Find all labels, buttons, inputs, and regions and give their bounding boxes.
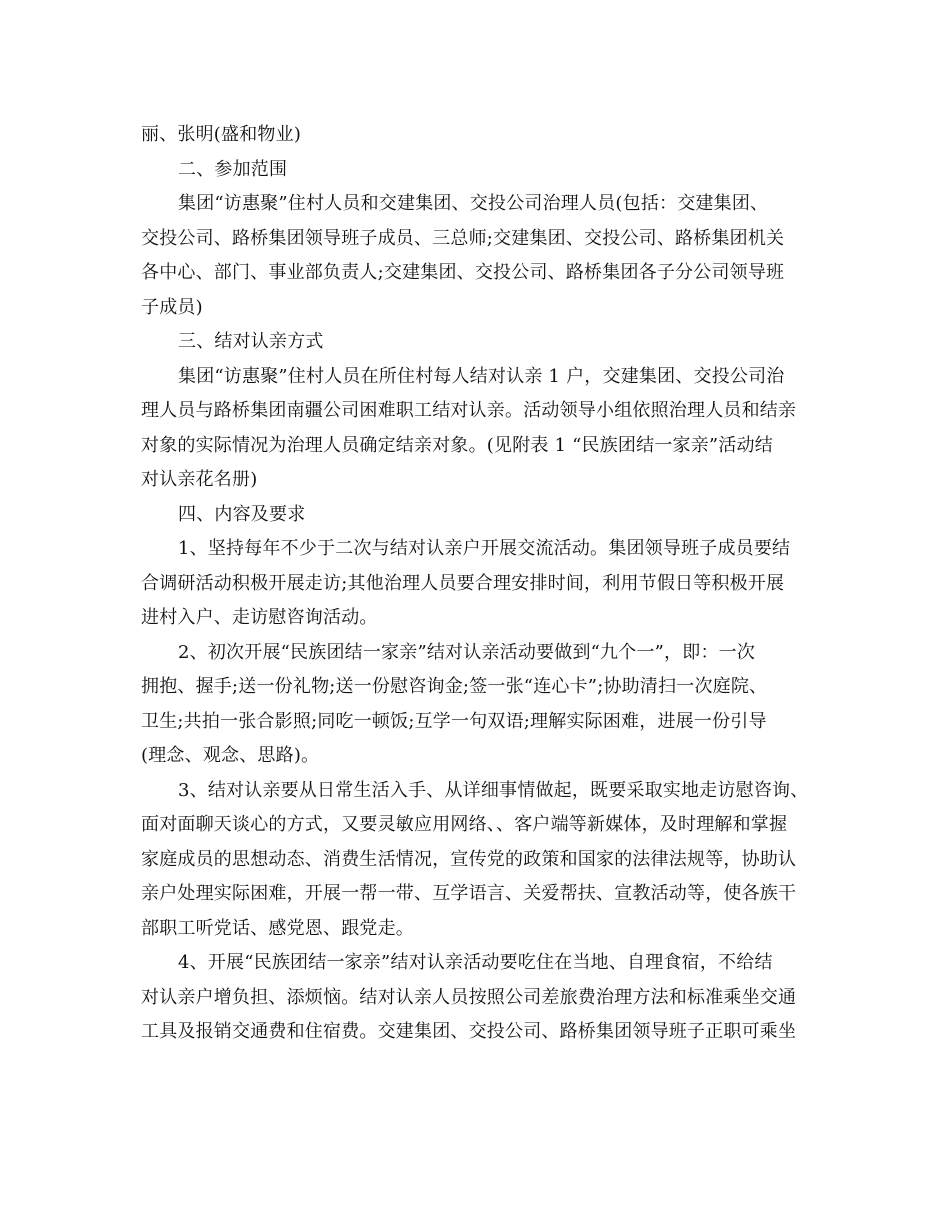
text-line: 三、结对认亲方式 <box>178 331 324 352</box>
text-line: 部职工听党话、感党恩、跟党走。 <box>141 917 414 939</box>
text-line: 家庭成员的思想动态、消费生活情况，宣传党的政策和国家的法律法规等，协助认 <box>141 848 797 870</box>
text-line: 2、初次开展“民族团结一家亲”结对认亲活动要做到“九个一”，即：一次 <box>178 641 756 663</box>
text-line: 对象的实际情况为治理人员确定结亲对象。(见附表 1 “民族团结一家亲”活动结 <box>141 434 773 456</box>
text-line: 1、坚持每年不少于二次与结对认亲户开展交流活动。集团领导班子成员要结 <box>178 538 791 559</box>
text-line: 丽、张明(盛和物业) <box>141 124 302 145</box>
text-line: 合调研活动积极开展走访;其他治理人员要合理安排时间，利用节假日等积极开展 <box>141 572 785 594</box>
text-line: 交投公司、路桥集团领导班子成员、三总师;交建集团、交投公司、路桥集团机关 <box>141 227 785 249</box>
text-line: 面对面聊天谈心的方式，又要灵敏应用网络、、客户端等新媒体，及时理解和掌握 <box>141 814 788 835</box>
document-body <box>141 118 813 1050</box>
text-line: 对认亲花名册) <box>141 469 258 490</box>
text-line: 子成员) <box>141 296 203 318</box>
text-line: 工具及报销交通费和住宿费。交建集团、交投公司、路桥集团领导班子正职可乘坐 <box>141 1021 797 1042</box>
text-line: 进村入户、走访慰咨询活动。 <box>141 607 378 628</box>
text-line: 集团“访惠聚”住村人员和交建集团、交投公司治理人员(包括：交建集团、 <box>178 193 769 214</box>
text-line: 理人员与路桥集团南疆公司困难职工结对认亲。活动领导小组依照治理人员和结亲 <box>141 400 797 421</box>
text-line: 4、开展“民族团结一家亲”结对认亲活动要吃住在当地、自理食宿，不给结 <box>178 952 773 973</box>
text-line: 各中心、部门、事业部负责人;交建集团、交投公司、路桥集团各子分公司领导班 <box>141 262 785 283</box>
text-line: 四、内容及要求 <box>178 503 306 525</box>
text-line: 对认亲户增负担、添烦恼。结对认亲人员按照公司差旅费治理方法和标准乘坐交通 <box>141 986 797 1008</box>
text-line: 集团“访惠聚”住村人员在所住村每人结对认亲 1 户，交建集团、交投公司治 <box>178 365 785 387</box>
text-line: 3、结对认亲要从日常生活入手、从详细事情做起，既要采取实地走访慰咨询、 <box>178 779 809 801</box>
text-line: (理念、观念、思路)。 <box>141 745 320 766</box>
text-line: 亲户处理实际困难，开展一帮一带、互学语言、关爱帮扶、宣教活动等，使各族干 <box>141 883 797 904</box>
text-line: 卫生;共拍一张合影照;同吃一顿饭;互学一句双语;理解实际困难，进展一份引导 <box>141 710 767 732</box>
text-line: 二、参加范围 <box>178 158 288 180</box>
text-line: 拥抱、握手;送一份礼物;送一份慰咨询金;签一张“连心卡”;协助清扫一次庭院、 <box>141 676 768 697</box>
